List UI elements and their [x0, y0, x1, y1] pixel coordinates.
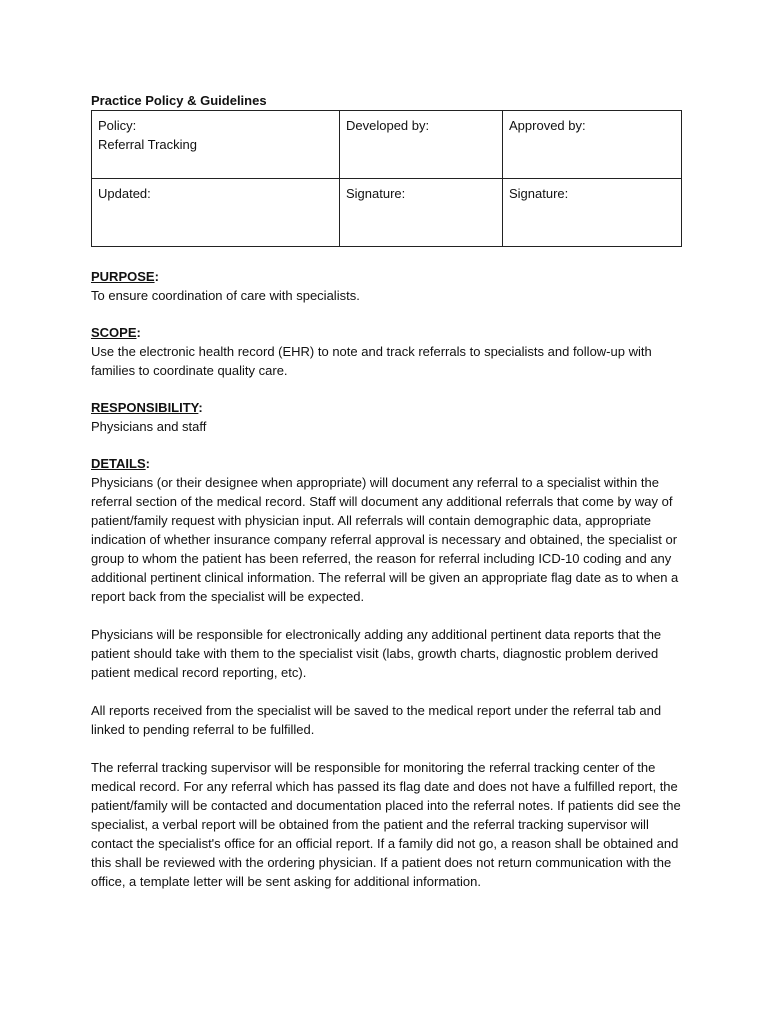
- signature-label-2: Signature:: [509, 186, 569, 201]
- responsibility-heading-colon: :: [198, 400, 203, 415]
- details-paragraph-2: Physicians will be responsible for electronically adding any additional pertinent data reports that the patient should take with them to the specialist visit (labs, growth charts, diagnostic problem derived patient medical record reporting, etc).: [91, 627, 662, 680]
- purpose-text: To ensure coordination of care with specialists.: [91, 288, 360, 303]
- purpose-heading-text: PURPOSE: [91, 269, 155, 284]
- details-heading: [91, 454, 681, 473]
- policy-header-table: [91, 110, 682, 247]
- signature-cell-2: [503, 179, 682, 247]
- scope-heading: [91, 323, 681, 342]
- purpose-heading: [91, 267, 681, 286]
- signature-label-1: Signature:: [346, 186, 406, 201]
- updated-label: Updated:: [98, 186, 151, 201]
- details-section: [91, 454, 681, 891]
- policy-value: Referral Tracking: [98, 137, 197, 152]
- responsibility-section: [91, 398, 681, 436]
- responsibility-text: Physicians and staff: [91, 419, 207, 434]
- details-paragraph-3: All reports received from the specialist will be saved to the medical report under the referral tab and linked to pending referral to be fulfilled.: [91, 703, 662, 737]
- policy-cell: [92, 111, 340, 179]
- policy-label: Policy:: [98, 118, 137, 133]
- updated-cell: [92, 179, 340, 247]
- details-heading-colon: :: [145, 456, 150, 471]
- approved-by-cell: [503, 111, 682, 179]
- scope-heading-colon: :: [136, 325, 141, 340]
- developed-by-label: Developed by:: [346, 118, 430, 133]
- header-row-1: [92, 111, 682, 179]
- document-page: [91, 92, 681, 891]
- responsibility-heading-text: RESPONSIBILITY: [91, 400, 199, 415]
- document-title: Practice Policy & Guidelines: [91, 93, 267, 108]
- developed-by-cell: [340, 111, 503, 179]
- scope-section: [91, 323, 681, 380]
- details-paragraph-4: The referral tracking supervisor will be responsible for monitoring the referral tracking center of the medical record. For any referral which has passed its flag date and does not have a fulfilled report, the patient/family will be contacted and documentation placed into the referral notes. If patients did see the specialist, a verbal report will be obtained from the patient and the referral tracking supervisor will contact the specialist's office for an official report. If a family did not go, a reason shall be obtained and this shall be reviewed with the ordering physician. If a patient does not return communication with the office, a template letter will be sent asking for additional information.: [91, 760, 681, 889]
- purpose-heading-colon: :: [154, 269, 159, 284]
- header-row-2: [92, 179, 682, 247]
- details-heading-text: DETAILS: [91, 456, 146, 471]
- responsibility-heading: [91, 398, 681, 417]
- scope-heading-text: SCOPE: [91, 325, 137, 340]
- purpose-section: [91, 267, 681, 305]
- details-paragraph-1: Physicians (or their designee when appropriate) will document any referral to a specialist within the referral section of the medical record. Staff will document any additional referrals that come by way of patient/family request with physician input. All referrals will contain demographic data, appropriate indication of whether insurance company referral approval is necessary and obtained, the specialist or group to whom the patient has been referred, the reason for referral including ICD-10 coding and any additional pertinent clinical information. The referral will be given an appropriate flag date as to when a report back from the specialist will be expected.: [91, 475, 679, 604]
- approved-by-label: Approved by:: [509, 118, 586, 133]
- scope-text: Use the electronic health record (EHR) to note and track referrals to specialists and follow-up with families to coordinate quality care.: [91, 344, 652, 378]
- signature-cell-1: [340, 179, 503, 247]
